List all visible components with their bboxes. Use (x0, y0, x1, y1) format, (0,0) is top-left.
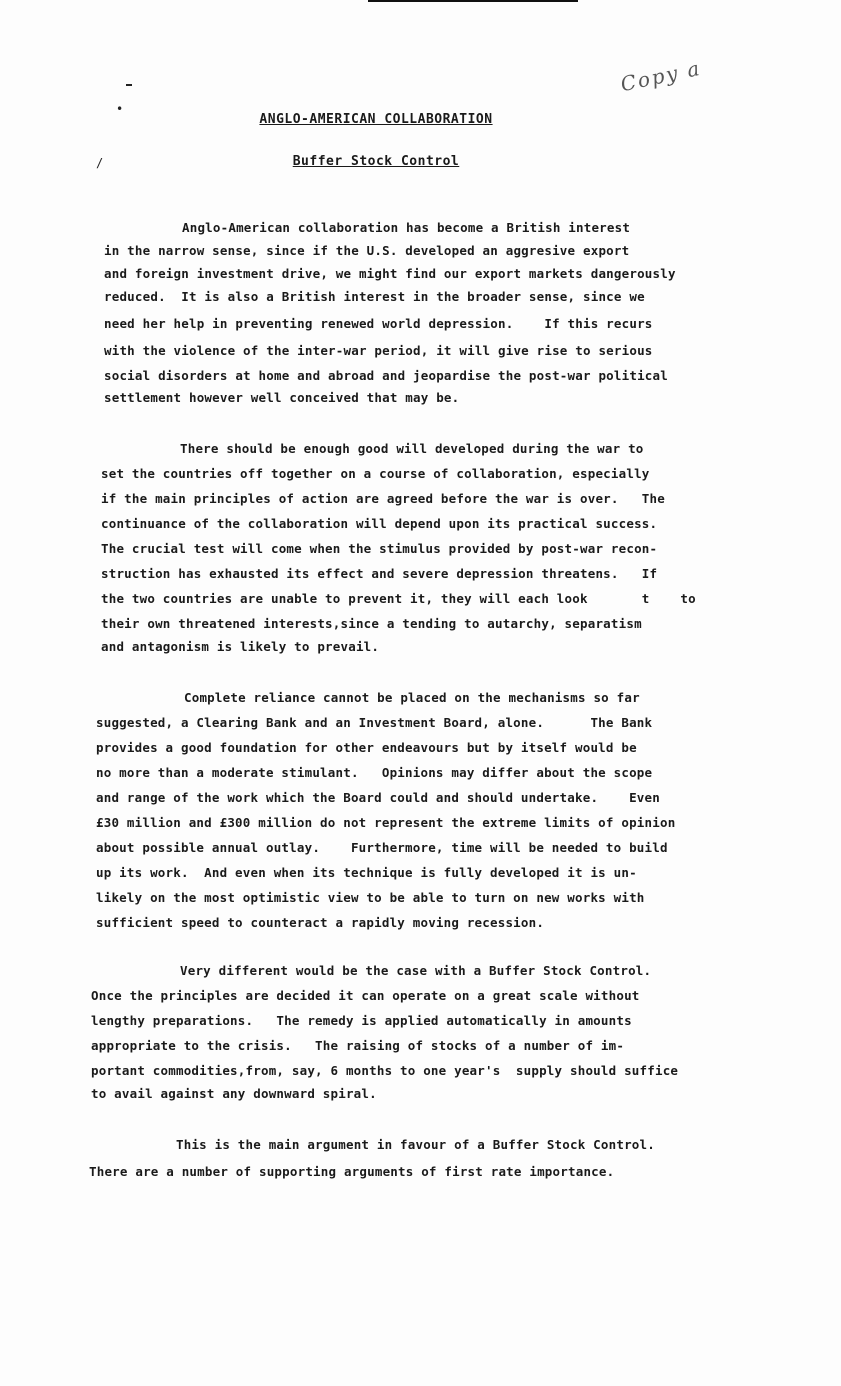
text-line: This is the main argument in favour of a Buffer Stock Control. (176, 1137, 655, 1152)
document-subtitle: Buffer Stock Control (292, 154, 460, 169)
handwritten-note: Copy a (618, 55, 704, 97)
text-line: and antagonism is likely to prevail. (101, 639, 380, 654)
text-line: their own threatened interests,since a tending to autarchy, separatism (101, 616, 642, 631)
text-line: social disorders at home and abroad and jeopardise the post-war political (104, 368, 668, 383)
text-line: provides a good foundation for other endeavours but by itself would be (96, 740, 637, 755)
document-title: ANGLO-AMERICAN COLLABORATION (259, 112, 493, 127)
text-line: and foreign investment drive, we might find our export markets dangerously (104, 266, 676, 281)
text-line: Very different would be the case with a Buffer Stock Control. (180, 963, 652, 978)
text-line: portant commodities,from, say, 6 months to one year's supply should suffice (91, 1063, 679, 1078)
text-line: sufficient speed to counteract a rapidly moving recession. (96, 915, 545, 930)
text-line: £30 million and £300 million do not represent the extreme limits of opinion (96, 815, 676, 830)
text-line: reduced. It is also a British interest in the broader sense, since we (104, 289, 645, 304)
text-line: suggested, a Clearing Bank and an Investment Board, alone. The Bank (96, 715, 653, 730)
text-line: the two countries are unable to prevent it, they will each look t to (101, 591, 696, 606)
text-line: The crucial test will come when the stimulus provided by post-war recon- (101, 541, 658, 556)
text-line: continuance of the collaboration will depend upon its practical success. (101, 516, 658, 531)
text-line: need her help in preventing renewed world depression. If this recurs (104, 316, 653, 331)
text-line: to avail against any downward spiral. (91, 1086, 377, 1101)
text-line: Once the principles are decided it can operate on a great scale without (91, 988, 640, 1003)
text-line: up its work. And even when its technique is fully developed it is un- (96, 865, 637, 880)
text-line: with the violence of the inter-war period, it will give rise to serious (104, 343, 653, 358)
text-line: about possible annual outlay. Furthermore, time will be needed to build (96, 840, 668, 855)
text-line: settlement however well conceived that may be. (104, 390, 460, 405)
top-rule (368, 0, 578, 2)
text-line: appropriate to the crisis. The raising of stocks of a number of im- (91, 1038, 625, 1053)
ink-mark: • (116, 102, 124, 116)
text-line: likely on the most optimistic view to be able to turn on new works with (96, 890, 645, 905)
text-line: set the countries off together on a course of collaboration, especially (101, 466, 650, 481)
text-line: and range of the work which the Board could and should undertake. Even (96, 790, 660, 805)
text-line: lengthy preparations. The remedy is applied automatically in amounts (91, 1013, 632, 1028)
text-line: There are a number of supporting arguments of first rate importance. (89, 1164, 615, 1179)
ink-mark (126, 84, 132, 86)
ink-mark: / (96, 156, 104, 170)
text-line: if the main principles of action are agreed before the war is over. The (101, 491, 665, 506)
text-line: There should be enough good will developed during the war to (180, 441, 644, 456)
text-line: struction has exhausted its effect and severe depression threatens. If (101, 566, 658, 581)
text-line: no more than a moderate stimulant. Opinions may differ about the scope (96, 765, 653, 780)
text-line: Anglo-American collaboration has become a British interest (182, 220, 631, 235)
text-line: in the narrow sense, since if the U.S. developed an aggresive export (104, 243, 630, 258)
text-line: Complete reliance cannot be placed on the mechanisms so far (184, 690, 640, 705)
